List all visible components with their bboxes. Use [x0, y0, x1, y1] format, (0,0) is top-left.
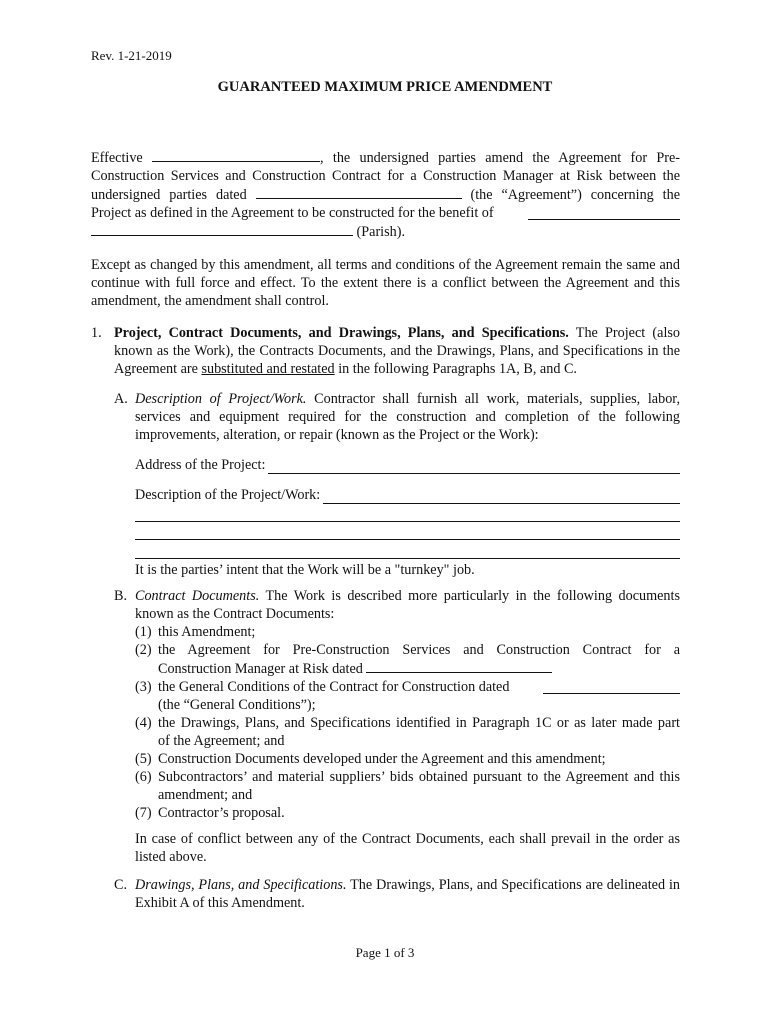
agreement-date-blank[interactable]	[256, 185, 462, 199]
control-paragraph: Except as changed by this amendment, all terms and conditions of the Agreement remain the same and continue with full force and effect. To the extent there is a conflict between the Agreement and this amendment, the amendment shall control.	[91, 257, 680, 309]
description-field[interactable]	[135, 486, 680, 504]
intro-paragraph	[91, 148, 680, 241]
page-number: Page 1 of 3	[355, 945, 415, 960]
list-item: (7) Contractor’s proposal.	[135, 805, 285, 821]
description-blank-line-3[interactable]	[135, 522, 680, 540]
description-blank-line-2[interactable]	[135, 504, 680, 522]
subsection-b	[114, 587, 680, 866]
cmar-date-blank[interactable]	[366, 659, 552, 673]
document-title: GUARANTEED MAXIMUM PRICE AMENDMENT	[217, 79, 553, 95]
section-1	[91, 324, 680, 378]
general-conditions-date-blank[interactable]	[543, 680, 680, 694]
subsection-a	[114, 390, 680, 579]
subsection-label: B.	[114, 588, 128, 604]
intro-line-4: Project as defined in the Agreement to be constructed for the benefit of	[91, 204, 680, 222]
subsection-b-text: Contract Documents. The Work is described more particularly in the following documents known as the Contract Documents:	[135, 588, 680, 622]
subsection-c-text: Drawings, Plans, and Specifications. The Drawings, Plans, and Specifications are delineated in Exhibit A of this Amendment.	[135, 877, 680, 911]
list-item: (1) this Amendment;	[135, 624, 256, 640]
intro-line-1: Effective , the undersigned parties amend the Agreement for Pre-	[91, 150, 680, 166]
section-number: 1.	[91, 325, 102, 341]
intro-line-2: Construction Services and Construction Contract for a Construction Manager at Risk between the	[91, 168, 680, 184]
revision-label: Rev. 1-21-2019	[91, 48, 172, 63]
description-blank[interactable]	[323, 489, 680, 504]
address-blank[interactable]	[268, 459, 680, 474]
subsection-heading: Contract Documents.	[135, 588, 260, 604]
subsection-a-text: Description of Project/Work. Contractor shall furnish all work, materials, supplies, labor, services and equipment required for the construction and completion of the following improvements, alteration, or repair (known as the Project or the Work):	[135, 391, 680, 443]
section-1-body: Project, Contract Documents, and Drawings, Plans, and Specifications. The Project (also known as the Work), the Contracts Documents, and the Drawings, Plans, and Specifications in the Agreement are substituted and restated in the following Paragraphs 1A, B, and C.	[114, 325, 680, 377]
address-field[interactable]	[135, 456, 680, 474]
description-label: Description of the Project/Work:	[135, 487, 321, 503]
conflict-statement: In case of conflict between any of the Contract Documents, each shall prevail in the order as listed above.	[135, 831, 680, 865]
effective-date-blank[interactable]	[152, 148, 320, 162]
list-item: (4) the Drawings, Plans, and Specifications identified in Paragraph 1C or as later made part of the Agreement; and	[135, 715, 680, 749]
subsection-label: C.	[114, 877, 128, 893]
address-label: Address of the Project:	[135, 457, 266, 473]
subsection-heading: Drawings, Plans, and Specifications.	[135, 877, 347, 893]
intro-line-5: (Parish).	[91, 222, 680, 241]
parish-blank[interactable]	[91, 222, 353, 236]
description-blank-line-4[interactable]	[135, 540, 680, 559]
subsection-label: A.	[114, 391, 128, 407]
list-item: (5) Construction Documents developed under the Agreement and this amendment;	[135, 751, 606, 767]
subsection-c	[114, 876, 680, 912]
list-item: (3) the General Conditions of the Contract for Construction dated (the “General Conditions”);	[135, 678, 680, 714]
intro-line-3: undersigned parties dated (the “Agreement”) concerning the	[91, 187, 680, 203]
subsection-heading: Description of Project/Work.	[135, 391, 307, 407]
beneficiary-blank[interactable]	[528, 206, 680, 220]
list-item: (6) Subcontractors’ and material suppliers’ bids obtained pursuant to the Agreement and this amendment; and	[135, 769, 680, 803]
turnkey-statement: It is the parties’ intent that the Work will be a "turnkey" job.	[135, 562, 475, 578]
list-item: (2) the Agreement for Pre-Construction Services and Construction Contract for a Construction Manager at Risk dated	[135, 642, 680, 677]
section-heading: Project, Contract Documents, and Drawings, Plans, and Specifications.	[114, 325, 569, 341]
